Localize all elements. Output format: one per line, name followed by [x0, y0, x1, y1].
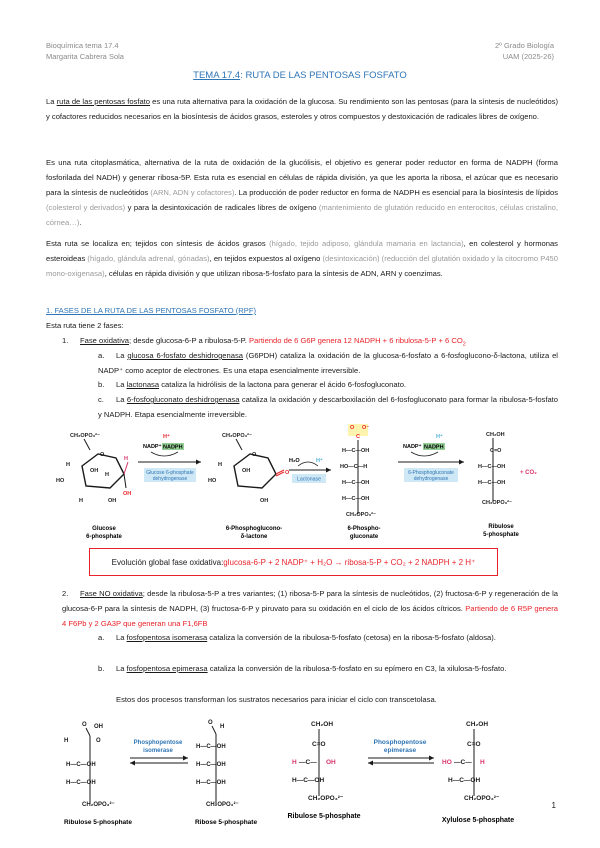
- svg-text:H: H: [124, 456, 128, 462]
- svg-text:CH₂OPO₃²⁻: CH₂OPO₃²⁻: [82, 802, 115, 808]
- svg-text:H: H: [66, 462, 70, 468]
- enzyme-isomerase-2: isomerase: [143, 748, 173, 754]
- svg-text:H—C—OH: H—C—OH: [342, 496, 370, 502]
- term-ruta-pentosas: ruta de las pentosas fosfato: [56, 97, 151, 106]
- oxidative-phase-diagram: [46, 424, 558, 542]
- svg-text:—C—: —C—: [299, 759, 317, 766]
- svg-text:CH₂OPO₃²⁻: CH₂OPO₃²⁻: [346, 512, 376, 518]
- svg-text:HO: HO: [208, 478, 217, 484]
- svg-text:H: H: [79, 498, 83, 504]
- ribulose-5p-structure-2: [292, 721, 344, 802]
- svg-text:H—C—OH: H—C—OH: [342, 448, 370, 454]
- svg-text:O: O: [100, 452, 105, 458]
- svg-text:—C—: —C—: [454, 759, 472, 766]
- page-title: [0, 70, 600, 81]
- nadph-label-1: NADPH: [163, 444, 183, 451]
- non-oxidative-diagram: [46, 712, 558, 830]
- label-glucose: Glucose: [92, 526, 116, 532]
- label-ribulose-1: Ribulose 5-phosphate: [64, 819, 132, 826]
- label-ribose: Ribose 5-phosphate: [194, 819, 258, 826]
- svg-text:CH₂OPO₃²⁻: CH₂OPO₃²⁻: [222, 433, 252, 439]
- svg-text:CH₂OH: CH₂OH: [466, 721, 489, 728]
- enzyme-6pgdh-2: dehydrogenase: [413, 476, 449, 482]
- enzyme-epimerase-2: epimerase: [383, 747, 417, 754]
- label-lactone-2: δ-lactone: [240, 534, 268, 540]
- nadph-label-2: NADPH: [424, 444, 444, 451]
- svg-text:H—C—OH: H—C—OH: [478, 464, 506, 470]
- ribose-5p-structure: [196, 720, 239, 808]
- phosphoglucono-lactone-structure: [208, 432, 290, 504]
- section-1-intro: Esta ruta tiene 2 fases:: [46, 321, 124, 330]
- enzyme-isomerase: Phosphopentose: [133, 740, 183, 746]
- global-equation-box: [89, 548, 498, 576]
- epimerase-arrow: [368, 739, 434, 766]
- svg-text:H: H: [480, 759, 485, 766]
- reaction-arrow-3: [398, 433, 464, 482]
- svg-text:O: O: [208, 720, 213, 726]
- svg-text:CH₂OPO₃²⁻: CH₂OPO₃²⁻: [308, 795, 344, 802]
- label-6pg: 6-Phospho-: [347, 526, 381, 532]
- svg-text:H—C—OH: H—C—OH: [196, 780, 226, 786]
- svg-text:CH₂OPO₃²⁻: CH₂OPO₃²⁻: [482, 500, 512, 506]
- svg-text:CH₂OPO₃²⁻: CH₂OPO₃²⁻: [464, 795, 500, 802]
- label-6pg-2: gluconate: [349, 534, 379, 540]
- isomerase-arrow: [130, 740, 188, 766]
- svg-text:H—C—OH: H—C—OH: [478, 480, 506, 486]
- h2o-label: H₂O: [289, 458, 300, 464]
- svg-text:HO: HO: [56, 478, 65, 484]
- svg-text:O: O: [285, 470, 290, 476]
- ribulose-5p-structure-1: [64, 722, 115, 808]
- step-a-isomerasa: a. La fosfopentosa isomerasa cataliza la conversión de la ribulosa-5-fosfato (cetosa) en la ribosa-5-fosfato (aldosa).: [98, 633, 496, 642]
- intro-paragraph-3: Esta ruta se localiza en; tejidos con síntesis de ácidos grasos (hígado, tejido adiposo, glándula mamaria en lactancia), en colesterol y hormonas esteroideas (hígado, glándula adrenal, gónadas), en tejidos expuestos al oxígeno (desintoxicación) (reducción del glutatión oxidado y la citocromo P450 mono-oxigenasa), células en rápida división y que utilizan ribosa-5-fosfato para la síntesis de ADN, ARN y coenzimas.: [46, 239, 558, 278]
- intro-paragraph-2: Es una ruta citoplasmática, alternativa de la ruta de oxidación de la glucólisis, el objetivo es generar poder reductor en forma de NADPH (forma fosforilada del NADH) y generar ribosa-5P. Esta ruta es esencial en células de rápida división, ya que les aporta la ribosa, el azúcar que es necesario para la síntesis de nucleótidos (ARN, ADN y cofactores). La producción de poder reductor en forma de NADPH es esencial para la biosíntesis de lípidos (colesterol y derivados) y para la desintoxicación de radicales libres de oxígeno (mantenimiento de glutatión reducido en enterocitos, células cristalino, córnea…).: [46, 158, 558, 227]
- xylulose-5p-structure: [442, 721, 500, 802]
- ribulose-5-phosphate-structure: [478, 432, 512, 506]
- header-university: UAM (2025-26): [502, 52, 554, 61]
- label-ribulose: Ribulose: [488, 524, 514, 530]
- step-c-6pgdh: c. La 6-fosfogluconato deshidrogenasa cataliza la oxidación y descarboxilación del 6-fosfogluconato para formar la ribulosa-5-fosfato y NADPH. Etapa esencialmente irreversible.: [98, 395, 559, 419]
- hplus-label: H⁺: [163, 434, 170, 440]
- header-right: [495, 40, 554, 62]
- intro-paragraph-1: La ruta de las pentosas fosfato es una ruta alternativa para la oxidación de la glucosa. Su rendimiento son las pentosas (para la síntesis de nucleótidos) y cofactores reducidos necesarios en la biosíntesis de ácidos grasos, esteroles y otros compuestos y destoxicación de radicales libres de oxígeno.: [46, 97, 558, 121]
- nadp-label-2: NADP⁺: [403, 444, 422, 450]
- reaction-arrow-2: [289, 457, 331, 483]
- svg-text:H—C—OH: H—C—OH: [66, 762, 96, 768]
- svg-text:HO: HO: [442, 759, 452, 766]
- enzyme-lactonase: Lactonase: [297, 476, 321, 483]
- svg-text:C: C: [356, 434, 360, 440]
- svg-text:H: H: [218, 462, 222, 468]
- equation-label: Evolución global fase oxidativa:: [111, 557, 224, 567]
- svg-text:O: O: [96, 738, 101, 744]
- reaction-arrow-1: [138, 433, 201, 482]
- svg-text:OH: OH: [260, 498, 269, 504]
- svg-text:H—C—OH: H—C—OH: [292, 777, 325, 784]
- enzyme-6pgdh: 6-Phosphogluconate: [408, 470, 454, 476]
- 6-phosphogluconate-structure: [340, 424, 376, 518]
- svg-text:H—C—OH: H—C—OH: [196, 762, 226, 768]
- label-lactone: 6-Phosphoglucono-: [225, 526, 283, 532]
- svg-text:OH: OH: [242, 468, 251, 474]
- header-degree: 2º Grado Biología: [494, 41, 554, 50]
- step-a-g6pdh: a. La glucosa 6-fosfato deshidrogenasa (G6PDH) cataliza la oxidación de la glucosa-6-fosfato a 6-fosfoglucono-δ-lactona, utiliza el NADP⁺ como aceptor de electrones. Es una etapa esencialmente irreversible.: [98, 351, 558, 375]
- svg-text:O: O: [350, 425, 355, 431]
- svg-text:H: H: [64, 738, 69, 744]
- svg-text:C=O: C=O: [467, 741, 481, 748]
- svg-text:CH₂OH: CH₂OH: [311, 721, 334, 728]
- steps-note: Estos dos procesos transforman los sustratos necesarios para iniciar el ciclo con transcetolasa.: [116, 695, 437, 704]
- label-ribulose-2: 5-phosphate: [483, 532, 519, 538]
- svg-text:C=O: C=O: [490, 448, 502, 454]
- header-author: Margarita Cabrera Sola: [46, 52, 124, 61]
- svg-text:OH: OH: [108, 498, 117, 504]
- svg-text:H—C—OH: H—C—OH: [66, 780, 96, 786]
- label-xylulose: Xylulose 5-phosphate: [441, 817, 515, 824]
- svg-text:H—C—OH: H—C—OH: [342, 480, 370, 486]
- header-left: [46, 40, 124, 62]
- phase-oxidative-item: 1. Fase oxidativa; desde glucosa-6-P a ribulosa-5-P. Partiendo de 6 G6P genera 12 NADPH + 6 ribulosa-5-P + 6 $CO_2$: [62, 336, 466, 348]
- svg-text:H: H: [105, 472, 109, 478]
- nadp-label-1: NADP⁺: [143, 444, 162, 450]
- svg-text:H—C—OH: H—C—OH: [448, 777, 481, 784]
- svg-text:H⁺: H⁺: [436, 434, 443, 440]
- svg-text:H: H: [220, 724, 225, 730]
- svg-text:H—C—OH: H—C—OH: [196, 744, 226, 750]
- svg-text:H⁺: H⁺: [316, 458, 323, 464]
- svg-text:O⁻: O⁻: [362, 425, 370, 431]
- svg-text:HO—C—H: HO—C—H: [340, 464, 368, 470]
- label-ribulose-2: Ribulose 5-phosphate: [287, 813, 361, 820]
- title-rest: : RUTA DE LAS PENTOSAS FOSFATO: [240, 70, 407, 81]
- title-prefix: TEMA 17.4: [193, 70, 241, 81]
- enzyme-g6pdh: Glucose 6-phosphate: [146, 470, 194, 476]
- svg-text:CH₂OPO₃²⁻: CH₂OPO₃²⁻: [206, 802, 239, 808]
- svg-text:H: H: [292, 759, 297, 766]
- svg-text:OH: OH: [123, 491, 132, 497]
- svg-text:CH₂OPO₃²⁻: CH₂OPO₃²⁻: [70, 433, 100, 439]
- equation-text: glucosa-6-P + 2 NADP⁺ + H₂O → ribosa-5-P + CO₂ + 2 NADPH + 2 H⁺: [223, 557, 476, 567]
- step-b-epimerasa: b. La fosfopentosa epimerasa cataliza la conversión de la ribulosa-5-fosfato en su epímero en C3, la xilulosa-5-fosfato.: [98, 664, 507, 673]
- svg-text:OH: OH: [326, 759, 336, 766]
- svg-text:OH: OH: [94, 724, 103, 730]
- svg-text:O: O: [82, 722, 87, 728]
- page-number: 1: [551, 801, 556, 810]
- co2-label: + CO₂: [520, 470, 537, 476]
- section-1-heading: 1. FASES DE LA RUTA DE LAS PENTOSAS FOSFATO (RPF): [46, 306, 257, 315]
- header-course: Bioquímica tema 17.4: [46, 41, 119, 50]
- svg-text:CH₂OH: CH₂OH: [486, 432, 505, 438]
- svg-text:C=O: C=O: [312, 741, 326, 748]
- svg-text:OH: OH: [90, 468, 99, 474]
- enzyme-epimerase: Phosphopentose: [373, 739, 427, 746]
- phase-non-oxidative-item: 2. Fase NO oxidativa; desde la ribulosa-5-P a tres variantes; (1) ribosa-5-P para la síntesis de nucleótidos, (2) fructosa-6-P y regeneración de la glucosa-6-P para la síntesis de NADPH, (3) fructosa-6-P y piruvato para su oxidación en el ciclo de los ácidos cítricos. Partiendo de 6 R5P genera 4 F6Pb y 2 GA3P que generan una F1,6FB: [62, 589, 558, 628]
- enzyme-g6pdh-2: dehydrogenase: [152, 476, 188, 482]
- svg-text:O: O: [252, 452, 257, 458]
- glucose-6-phosphate-structure: [56, 432, 131, 504]
- step-b-lactonasa: b. La lactonasa cataliza la hidrólisis de la lactona para generar el ácido 6-fosfogluconato.: [98, 380, 407, 389]
- label-glucose-6p: 6-phosphate: [86, 534, 122, 540]
